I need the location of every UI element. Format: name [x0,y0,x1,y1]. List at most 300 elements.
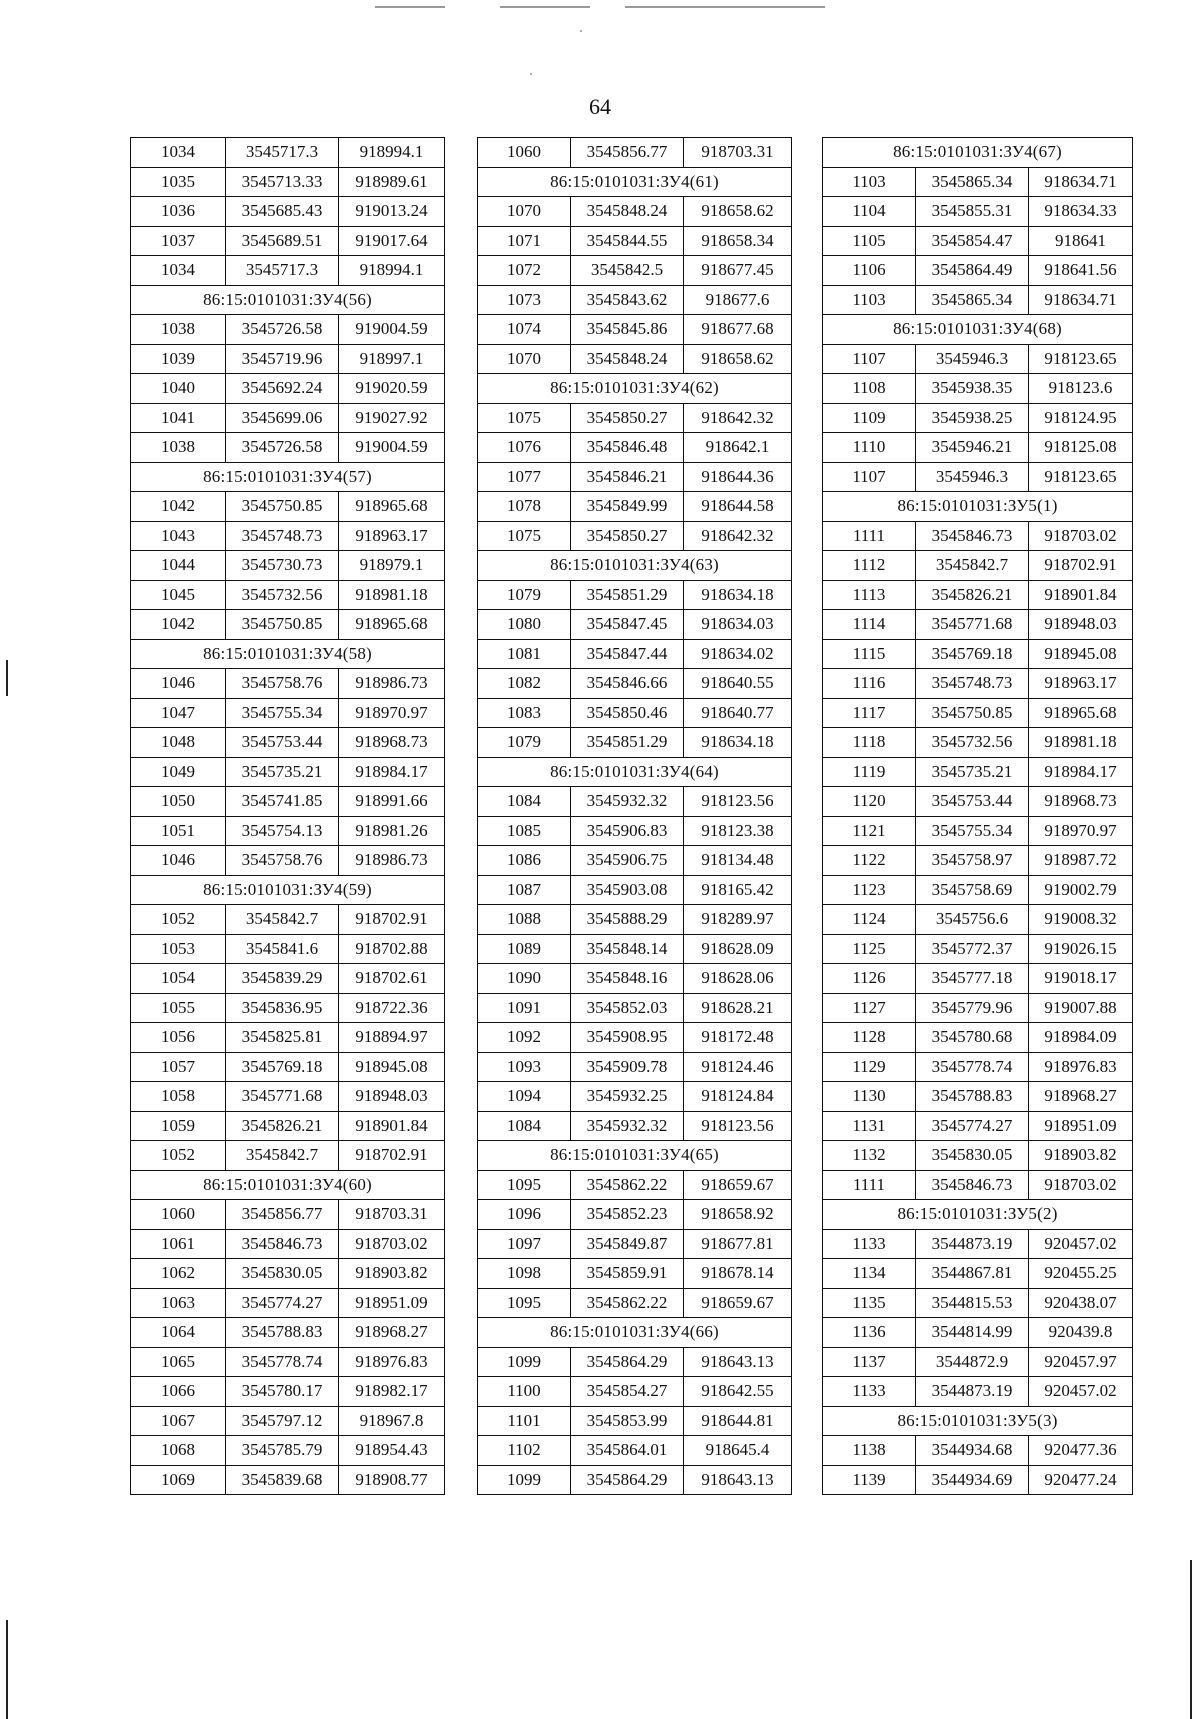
point-number: 1138 [823,1436,916,1466]
coordinate-y: 918986.73 [339,669,445,699]
table-row [478,787,792,817]
point-number: 1099 [478,1347,571,1377]
coordinate-y: 919026.15 [1029,934,1133,964]
table-row [823,344,1133,374]
coordinate-x: 3545851.29 [571,580,684,610]
coordinate-y: 918634.02 [684,639,792,669]
coordinate-y: 918968.73 [1029,787,1133,817]
coordinate-x: 3545730.73 [226,551,339,581]
table-row [478,315,792,345]
table-row [131,1288,445,1318]
table-row [131,167,445,197]
parcel-header-row [131,462,445,492]
coordinate-y: 918948.03 [339,1082,445,1112]
coordinate-x: 3545772.37 [916,934,1029,964]
point-number: 1139 [823,1465,916,1495]
coordinate-y: 918722.36 [339,993,445,1023]
coordinate-x: 3545946.21 [916,433,1029,463]
coordinate-y: 918634.71 [1029,285,1133,315]
table-row [823,1052,1133,1082]
point-number: 1085 [478,816,571,846]
table-row [478,1229,792,1259]
coordinate-y: 918976.83 [339,1347,445,1377]
coordinate-y: 919013.24 [339,197,445,227]
coordinate-y: 918965.68 [339,492,445,522]
coordinate-y: 919002.79 [1029,875,1133,905]
table-row [131,993,445,1023]
table-row [131,1141,445,1171]
coordinate-y: 918123.56 [684,787,792,817]
point-number: 1106 [823,256,916,286]
coordinate-x: 3545836.95 [226,993,339,1023]
coordinate-y: 918123.65 [1029,462,1133,492]
point-number: 1044 [131,551,226,581]
coordinate-x: 3545864.29 [571,1465,684,1495]
coordinate-y: 920439.8 [1029,1318,1133,1348]
parcel-cadastral-number: 86:15:0101031:ЗУ4(66) [478,1318,792,1348]
table-row [823,1229,1133,1259]
table-row [478,403,792,433]
point-number: 1070 [478,344,571,374]
point-number: 1088 [478,905,571,935]
coordinate-y: 918703.31 [339,1200,445,1230]
point-number: 1120 [823,787,916,817]
table-row [823,846,1133,876]
coordinate-y: 918979.1 [339,551,445,581]
parcel-header-row [823,315,1133,345]
coordinate-x: 3545850.27 [571,521,684,551]
table-row [823,1318,1133,1348]
point-number: 1067 [131,1406,226,1436]
parcel-header-row [823,1200,1133,1230]
point-number: 1039 [131,344,226,374]
coordinate-y: 920455.25 [1029,1259,1133,1289]
point-number: 1092 [478,1023,571,1053]
coordinate-y: 918968.73 [339,728,445,758]
parcel-header-row [478,1141,792,1171]
coordinate-y: 918702.91 [339,905,445,935]
point-number: 1113 [823,580,916,610]
coordinate-x: 3545717.3 [226,138,339,168]
coordinate-y: 918984.09 [1029,1023,1133,1053]
coordinate-y: 919027.92 [339,403,445,433]
coordinate-x: 3545750.85 [226,492,339,522]
coordinate-x: 3545864.49 [916,256,1029,286]
page-number: 64 [589,94,611,119]
coordinate-y: 918894.97 [339,1023,445,1053]
point-number: 1047 [131,698,226,728]
point-number: 1103 [823,167,916,197]
point-number: 1069 [131,1465,226,1495]
point-number: 1052 [131,905,226,935]
table-row [131,1436,445,1466]
coordinate-y: 918967.8 [339,1406,445,1436]
table-row [131,403,445,433]
point-number: 1131 [823,1111,916,1141]
point-number: 1054 [131,964,226,994]
point-number: 1081 [478,639,571,669]
point-number: 1083 [478,698,571,728]
point-number: 1041 [131,403,226,433]
coordinate-table-middle [477,137,792,1495]
point-number: 1065 [131,1347,226,1377]
coordinate-x: 3545726.58 [226,315,339,345]
table-row [478,433,792,463]
point-number: 1110 [823,433,916,463]
table-row [478,1170,792,1200]
coordinate-x: 3545754.13 [226,816,339,846]
coordinate-x: 3545908.95 [571,1023,684,1053]
coordinate-y: 918903.82 [1029,1141,1133,1171]
table-row [478,728,792,758]
table-row [131,1200,445,1230]
point-number: 1084 [478,1111,571,1141]
coordinate-x: 3545748.73 [226,521,339,551]
coordinate-y: 918634.71 [1029,167,1133,197]
coordinate-x: 3545774.27 [226,1288,339,1318]
coordinate-x: 3545847.45 [571,610,684,640]
parcel-header-row [478,167,792,197]
coordinate-x: 3545756.6 [916,905,1029,935]
coordinate-y: 918702.91 [339,1141,445,1171]
coordinate-x: 3545771.68 [226,1082,339,1112]
scan-speck [580,30,582,32]
point-number: 1058 [131,1082,226,1112]
coordinate-x: 3545741.85 [226,787,339,817]
point-number: 1063 [131,1288,226,1318]
coordinate-x: 3545909.78 [571,1052,684,1082]
table-row [823,816,1133,846]
coordinate-y: 918981.18 [1029,728,1133,758]
table-row [131,521,445,551]
point-number: 1096 [478,1200,571,1230]
table-row [478,610,792,640]
parcel-header-row [823,138,1133,168]
table-row [131,580,445,610]
coordinate-y: 918903.82 [339,1259,445,1289]
scan-margin-mark [1190,1560,1192,1719]
point-number: 1059 [131,1111,226,1141]
point-number: 1094 [478,1082,571,1112]
table-row [131,1347,445,1377]
table-row [823,1170,1133,1200]
point-number: 1112 [823,551,916,581]
point-number: 1107 [823,462,916,492]
point-number: 1051 [131,816,226,846]
point-number: 1135 [823,1288,916,1318]
table-row [478,846,792,876]
point-number: 1128 [823,1023,916,1053]
table-row [478,875,792,905]
coordinate-x: 3545906.75 [571,846,684,876]
coordinate-y: 918677.81 [684,1229,792,1259]
table-row [131,1318,445,1348]
table-row [131,551,445,581]
coordinate-x: 3545848.24 [571,344,684,374]
coordinate-x: 3545748.73 [916,669,1029,699]
parcel-cadastral-number: 86:15:0101031:ЗУ5(3) [823,1406,1133,1436]
table-row [131,256,445,286]
point-number: 1077 [478,462,571,492]
coordinate-y: 919008.32 [1029,905,1133,935]
coordinate-y: 918965.68 [339,610,445,640]
table-row [823,256,1133,286]
table-row [823,1347,1133,1377]
coordinate-y: 919018.17 [1029,964,1133,994]
parcel-header-row [131,875,445,905]
table-row [131,1377,445,1407]
table-row [823,698,1133,728]
coordinate-y: 918968.27 [1029,1082,1133,1112]
coordinate-x: 3545732.56 [916,728,1029,758]
point-number: 1115 [823,639,916,669]
table-row [131,1023,445,1053]
parcel-header-row [131,1170,445,1200]
coordinate-x: 3545699.06 [226,403,339,433]
point-number: 1036 [131,197,226,227]
coordinate-y: 918123.6 [1029,374,1133,404]
point-number: 1048 [131,728,226,758]
table-row [823,875,1133,905]
point-number: 1089 [478,934,571,964]
coordinate-y: 918981.18 [339,580,445,610]
coordinate-x: 3545769.18 [916,639,1029,669]
coordinate-y: 918677.68 [684,315,792,345]
parcel-cadastral-number: 86:15:0101031:ЗУ5(2) [823,1200,1133,1230]
coordinate-y: 919007.88 [1029,993,1133,1023]
parcel-cadastral-number: 86:15:0101031:ЗУ4(63) [478,551,792,581]
table-row [131,374,445,404]
coordinate-y: 918658.62 [684,344,792,374]
coordinate-x: 3545849.87 [571,1229,684,1259]
coordinate-y: 919020.59 [339,374,445,404]
coordinate-y: 918970.97 [1029,816,1133,846]
table-row [823,639,1133,669]
coordinate-y: 918989.61 [339,167,445,197]
coordinate-x: 3545846.73 [226,1229,339,1259]
point-number: 1137 [823,1347,916,1377]
coordinate-y: 918982.17 [339,1377,445,1407]
coordinate-y: 918677.6 [684,285,792,315]
parcel-header-row [478,1318,792,1348]
coordinate-y: 920438.07 [1029,1288,1133,1318]
point-number: 1117 [823,698,916,728]
point-number: 1111 [823,1170,916,1200]
coordinate-y: 918643.13 [684,1465,792,1495]
point-number: 1037 [131,226,226,256]
table-row [823,1436,1133,1466]
coordinate-y: 918994.1 [339,138,445,168]
coordinate-y: 918963.17 [339,521,445,551]
coordinate-x: 3545846.73 [916,521,1029,551]
table-row [478,256,792,286]
point-number: 1080 [478,610,571,640]
table-row [823,1082,1133,1112]
coordinate-x: 3545769.18 [226,1052,339,1082]
coordinate-x: 3545777.18 [916,964,1029,994]
point-number: 1099 [478,1465,571,1495]
point-number: 1034 [131,138,226,168]
coordinate-y: 918658.92 [684,1200,792,1230]
table-row [131,197,445,227]
point-number: 1097 [478,1229,571,1259]
point-number: 1132 [823,1141,916,1171]
point-number: 1130 [823,1082,916,1112]
table-row [131,1082,445,1112]
coordinate-y: 920457.02 [1029,1377,1133,1407]
coordinate-x: 3544814.99 [916,1318,1029,1348]
coordinate-x: 3545847.44 [571,639,684,669]
coordinate-y: 918954.43 [339,1436,445,1466]
point-number: 1082 [478,669,571,699]
point-number: 1121 [823,816,916,846]
table-row [823,757,1133,787]
point-number: 1090 [478,964,571,994]
coordinate-x: 3545758.76 [226,669,339,699]
table-row [823,551,1133,581]
coordinate-x: 3545842.7 [226,1141,339,1171]
coordinate-x: 3545846.21 [571,462,684,492]
coordinate-y: 918659.67 [684,1170,792,1200]
scan-artifact-line [500,6,590,8]
table-row [823,1465,1133,1495]
coordinate-x: 3545753.44 [226,728,339,758]
point-number: 1124 [823,905,916,935]
point-number: 1038 [131,315,226,345]
coordinate-x: 3545888.29 [571,905,684,935]
table-row [478,964,792,994]
table-row [823,226,1133,256]
point-number: 1035 [131,167,226,197]
point-number: 1042 [131,610,226,640]
table-row [478,905,792,935]
table-row [131,1259,445,1289]
table-row [823,403,1133,433]
table-row [823,374,1133,404]
point-number: 1129 [823,1052,916,1082]
coordinate-y: 918968.27 [339,1318,445,1348]
parcel-cadastral-number: 86:15:0101031:ЗУ4(61) [478,167,792,197]
coordinate-x: 3545779.96 [916,993,1029,1023]
point-number: 1108 [823,374,916,404]
coordinate-x: 3545853.99 [571,1406,684,1436]
table-row [131,344,445,374]
table-row [478,462,792,492]
coordinate-y: 918642.32 [684,403,792,433]
coordinate-x: 3545848.14 [571,934,684,964]
table-row [823,610,1133,640]
table-row [131,226,445,256]
table-row [823,462,1133,492]
parcel-header-row [478,757,792,787]
coordinate-y: 918991.66 [339,787,445,817]
point-number: 1066 [131,1377,226,1407]
point-number: 1060 [478,138,571,168]
table-row [478,1406,792,1436]
parcel-cadastral-number: 86:15:0101031:ЗУ4(62) [478,374,792,404]
coordinate-x: 3545938.25 [916,403,1029,433]
coordinate-x: 3544872.9 [916,1347,1029,1377]
coordinate-x: 3545862.22 [571,1288,684,1318]
coordinate-y: 918641 [1029,226,1133,256]
point-number: 1114 [823,610,916,640]
point-number: 1062 [131,1259,226,1289]
coordinate-x: 3545841.6 [226,934,339,964]
coordinate-y: 918123.38 [684,816,792,846]
table-row [478,1082,792,1112]
point-number: 1103 [823,285,916,315]
table-row [478,492,792,522]
coordinate-x: 3545692.24 [226,374,339,404]
table-row [131,698,445,728]
coordinate-x: 3544815.53 [916,1288,1029,1318]
coordinate-y: 918644.81 [684,1406,792,1436]
coordinate-x: 3545932.32 [571,1111,684,1141]
table-row [823,1023,1133,1053]
coordinate-y: 918702.61 [339,964,445,994]
point-number: 1109 [823,403,916,433]
coordinate-x: 3545856.77 [571,138,684,168]
point-number: 1093 [478,1052,571,1082]
table-row [478,669,792,699]
coordinate-y: 918124.46 [684,1052,792,1082]
coordinate-x: 3545854.47 [916,226,1029,256]
coordinate-y: 918658.62 [684,197,792,227]
table-row [478,639,792,669]
coordinate-x: 3545851.29 [571,728,684,758]
coordinate-y: 918634.18 [684,728,792,758]
point-number: 1119 [823,757,916,787]
coordinate-x: 3545865.34 [916,167,1029,197]
coordinate-y: 918945.08 [1029,639,1133,669]
table-row [131,964,445,994]
coordinate-x: 3545850.27 [571,403,684,433]
coordinate-y: 918640.77 [684,698,792,728]
coordinate-y: 919017.64 [339,226,445,256]
coordinate-y: 918976.83 [1029,1052,1133,1082]
coordinate-x: 3545735.21 [916,757,1029,787]
table-row [823,728,1133,758]
point-number: 1098 [478,1259,571,1289]
point-number: 1116 [823,669,916,699]
coordinate-table-right [822,137,1133,1495]
table-row [478,344,792,374]
table-row [131,492,445,522]
coordinate-x: 3545825.81 [226,1023,339,1053]
coordinate-x: 3545689.51 [226,226,339,256]
coordinate-x: 3545845.86 [571,315,684,345]
parcel-cadastral-number: 86:15:0101031:ЗУ4(56) [131,285,445,315]
coordinate-x: 3545758.76 [226,846,339,876]
table-row [131,816,445,846]
table-row [478,1200,792,1230]
coordinate-y: 918702.88 [339,934,445,964]
point-number: 1105 [823,226,916,256]
coordinate-x: 3545735.21 [226,757,339,787]
coordinate-y: 918948.03 [1029,610,1133,640]
coordinate-table-left [130,137,445,1495]
coordinate-y: 918134.48 [684,846,792,876]
coordinate-x: 3545830.05 [916,1141,1029,1171]
coordinate-x: 3545717.3 [226,256,339,286]
point-number: 1095 [478,1170,571,1200]
coordinate-x: 3545864.01 [571,1436,684,1466]
coordinate-y: 918997.1 [339,344,445,374]
coordinate-x: 3545774.27 [916,1111,1029,1141]
parcel-header-row [131,639,445,669]
table-row [823,905,1133,935]
coordinate-y: 918628.09 [684,934,792,964]
